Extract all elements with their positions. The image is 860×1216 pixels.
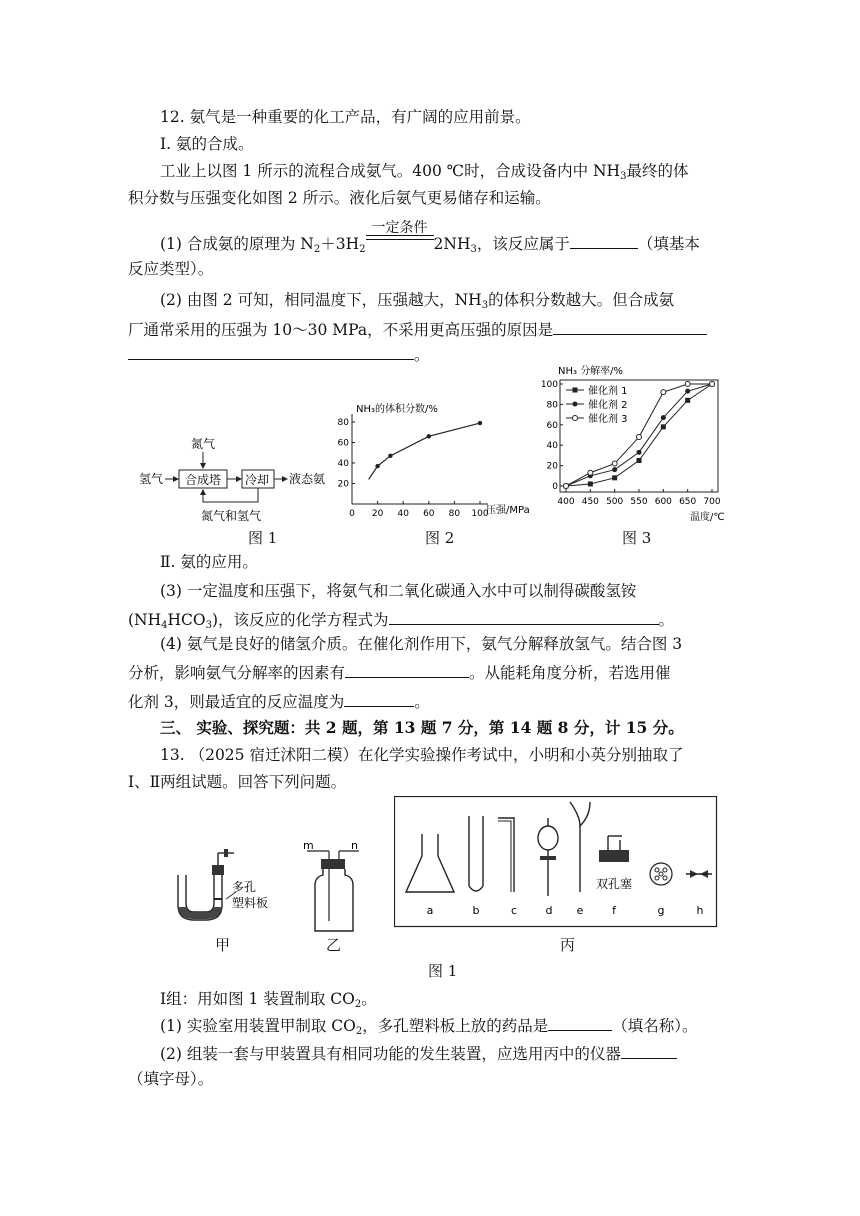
fig3-point-square bbox=[612, 475, 617, 480]
fig3-ytick-label: 60 bbox=[546, 420, 558, 431]
fig3-point-filled bbox=[661, 415, 666, 420]
fig2-data-point bbox=[478, 421, 482, 425]
fig3-legend-label: 催化剂 2 bbox=[588, 400, 628, 411]
label-recycle-gas: 氮气和氢气 bbox=[201, 509, 262, 523]
apparatus-letter-b: b bbox=[472, 904, 480, 917]
apparatus-letter-e: e bbox=[576, 904, 584, 917]
fig2-data-point bbox=[375, 464, 379, 468]
fig3-point-square bbox=[685, 398, 690, 403]
fig2-xtick-label: 20 bbox=[371, 509, 384, 519]
q12-q2-line2: 厂通常采用的压强为 10～30 MPa，不采用更高压强的原因是 bbox=[128, 318, 707, 341]
svg-text:冷却: 冷却 bbox=[245, 473, 270, 487]
q12-q4-line1: (4) 氨气是良好的储氢介质。在催化剂作用下，氨气分解释放氢气。结合图 3 bbox=[160, 635, 683, 653]
label-nitrogen: 氮气 bbox=[191, 437, 216, 451]
q13-q1: (1) 实验室用装置甲制取 $CO_2$，多孔塑料板上放的药品是 （填名称）。 bbox=[160, 1014, 698, 1037]
fig2-ytick-label: 60 bbox=[337, 438, 349, 449]
svg-text:m: m bbox=[303, 839, 314, 852]
fig3-point-open bbox=[685, 382, 690, 387]
q12-q1-line2: 反应类型）。 bbox=[128, 260, 214, 278]
fig3-point-filled bbox=[612, 467, 617, 472]
q12-q2-line3: 。 bbox=[128, 343, 430, 366]
apparatus-bing bbox=[394, 796, 718, 928]
fig3-xtick-label: 500 bbox=[606, 497, 624, 507]
fig3-point-open bbox=[588, 470, 593, 475]
section3-heading: 三、 实验、探究题：共 2 题，第 13 题 7 分，第 14 题 8 分，计 15 分。 bbox=[160, 718, 684, 737]
figure1-flow bbox=[135, 430, 345, 525]
answer-blank-q3[interactable] bbox=[389, 608, 659, 625]
fig2-ytick-label: 40 bbox=[337, 459, 349, 469]
q12-q4-line2: 分析，影响氨气分解率的因素有 。从能耗角度分析，若选用催 bbox=[128, 661, 671, 684]
apparatus-letter-a: a bbox=[426, 904, 434, 917]
figure2-caption: 图 2 bbox=[425, 529, 455, 547]
fig3-point-square bbox=[588, 481, 593, 486]
fig3-ytick-label: 80 bbox=[546, 400, 558, 411]
test-tube-icon bbox=[469, 816, 483, 891]
q12-stem: 12. 氨气是一种重要的化工产品，有广阔的应用前景。 bbox=[160, 108, 531, 126]
fig3-xtick-label: 650 bbox=[679, 497, 697, 507]
fig3-point-filled bbox=[637, 450, 642, 455]
separatory-funnel-icon bbox=[538, 818, 558, 896]
answer-blank-q2a[interactable] bbox=[553, 318, 707, 335]
label-hydrogen: 氢气 bbox=[139, 472, 164, 486]
q12-q3-line2: $(NH_4HCO_3)$，该反应的化学方程式为 。 bbox=[128, 608, 674, 631]
fig3-ytick-label: 40 bbox=[546, 441, 558, 452]
fig2-data-point bbox=[388, 454, 392, 458]
fig3-legend-label: 催化剂 3 bbox=[588, 414, 628, 425]
answer-blank-q1[interactable] bbox=[570, 232, 638, 249]
figure3-chart bbox=[536, 362, 736, 522]
answer-blank-q13-1[interactable] bbox=[548, 1014, 612, 1031]
fig3-point-square bbox=[661, 424, 666, 429]
porous-plate-label-1: 多孔 bbox=[232, 880, 257, 894]
fig3-xtick-label: 600 bbox=[654, 497, 672, 507]
fig2-xlabel: 压强/MPa bbox=[486, 505, 530, 516]
q12-q2-line1: (2) 由图 2 可知，相同温度下，压强越大，$NH_3$的体积分数越大。但合成氨 bbox=[160, 291, 675, 311]
svg-text:合成塔: 合成塔 bbox=[185, 473, 222, 487]
fig3-point-open bbox=[637, 435, 642, 440]
label-jia: 甲 bbox=[215, 936, 231, 954]
fig2-xtick-label: 100 bbox=[471, 509, 489, 519]
q13-group1: Ⅰ组：用如图 1 装置制取 $CO_2$。 bbox=[160, 990, 377, 1010]
apparatus-letter-f: f bbox=[612, 904, 616, 917]
fig2-xtick-label: 80 bbox=[448, 509, 461, 519]
q12-q3-line1: (3) 一定温度和压强下，将氨气和二氧化碳通入水中可以制得碳酸氢铵 bbox=[160, 582, 637, 600]
answer-blank-q4b[interactable] bbox=[344, 690, 414, 707]
conical-flask-icon bbox=[406, 834, 454, 892]
apparatus-letter-g: g bbox=[657, 904, 665, 917]
apparatus-letter-c: c bbox=[510, 904, 518, 917]
fig2-xtick-label: 0 bbox=[349, 509, 355, 519]
q13-line1: 13. （2025 宿迁沭阳二模）在化学实验操作考试中，小明和小英分别抽取了 bbox=[160, 746, 684, 764]
fig3-xtick-label: 550 bbox=[630, 497, 648, 507]
fig2-xtick-label: 40 bbox=[397, 509, 409, 519]
figure2-chart bbox=[330, 400, 540, 525]
q13-line2: Ⅰ、Ⅱ两组试题。回答下列问题。 bbox=[128, 773, 347, 791]
apparatus-letter-d: d bbox=[545, 904, 553, 917]
apparatus-yi bbox=[295, 835, 375, 935]
part1-heading: Ⅰ. 氨的合成。 bbox=[160, 135, 254, 153]
bent-tube-icon bbox=[498, 818, 514, 892]
long-neck-funnel-icon bbox=[570, 802, 590, 892]
answer-blank-q4a[interactable] bbox=[345, 661, 469, 678]
fig3-ytick-label: 0 bbox=[552, 482, 558, 492]
label-liquid-ammonia: 液态氨 bbox=[289, 472, 326, 486]
q13-figure1-caption: 图 1 bbox=[428, 962, 458, 980]
q13-q2: (2) 组装一套与甲装置具有相同功能的发生装置，应选用丙中的仪器 bbox=[160, 1042, 677, 1065]
q12-intro-line1: 工业上以图 1 所示的流程合成氨气。400 ℃时，合成设备内中 $NH_3$最终的体 bbox=[160, 162, 689, 182]
fig3-xtick-label: 450 bbox=[581, 497, 599, 507]
fig3-ytick-label: 20 bbox=[546, 461, 558, 472]
label-yi: 乙 bbox=[326, 936, 342, 954]
reaction-condition-arrow: 一定条件 bbox=[366, 229, 434, 249]
fig3-point-open bbox=[612, 461, 617, 466]
fig3-point-open bbox=[564, 484, 569, 489]
figure3-caption: 图 3 bbox=[622, 529, 652, 547]
fig3-point-filled bbox=[685, 389, 690, 394]
q13-q2-line2: （填字母）。 bbox=[128, 1070, 214, 1088]
fig3-legend-marker bbox=[573, 416, 578, 421]
fig2-series-line bbox=[369, 423, 480, 479]
fig3-xtick-label: 400 bbox=[557, 497, 575, 507]
fig3-point-square bbox=[637, 458, 642, 463]
fig3-xlabel: 温度/℃ bbox=[690, 512, 725, 522]
figure1-caption: 图 1 bbox=[248, 529, 278, 547]
svg-text:n: n bbox=[351, 839, 358, 852]
fig2-data-point bbox=[427, 434, 431, 438]
apparatus-jia bbox=[170, 845, 280, 945]
q12-intro-line2: 积分数与压强变化如图 2 所示。液化后氨气更易储存和运输。 bbox=[128, 189, 551, 207]
fig2-ytick-label: 20 bbox=[337, 479, 349, 490]
fig3-legend-marker bbox=[573, 402, 578, 407]
fig2-ylabel: NH₃的体积分数/% bbox=[356, 404, 438, 415]
q12-q1: (1) 合成氨的原理为 $N_2+3H_2$ 一定条件 $2NH_3$，该反应属于 （填基本 bbox=[160, 220, 700, 255]
apparatus-letter-h: h bbox=[696, 904, 704, 917]
fig3-legend-marker bbox=[573, 388, 578, 393]
two-hole-stopper-icon bbox=[599, 836, 629, 862]
fig3-point-open bbox=[710, 382, 715, 387]
porous-plate-icon bbox=[650, 863, 672, 885]
fig3-ylabel: NH₃ 分解率/% bbox=[558, 366, 624, 377]
fig2-xtick-label: 60 bbox=[423, 509, 435, 519]
stopper-label: 双孔塞 bbox=[596, 877, 633, 891]
pinch-clamp-icon bbox=[686, 870, 712, 878]
fig3-ytick-label: 100 bbox=[540, 380, 558, 390]
fig3-legend-label: 催化剂 1 bbox=[588, 386, 628, 397]
porous-plate-label-2: 塑料板 bbox=[232, 896, 269, 910]
fig3-xtick-label: 700 bbox=[703, 497, 721, 507]
q12-q4-line3: 化剂 3，则最适宜的反应温度为 。 bbox=[128, 690, 430, 713]
fig3-point-open bbox=[661, 390, 666, 395]
answer-blank-q13-2[interactable] bbox=[621, 1042, 677, 1059]
part2-heading: Ⅱ. 氨的应用。 bbox=[160, 553, 258, 571]
fig2-ytick-label: 80 bbox=[337, 418, 349, 428]
label-bing: 丙 bbox=[560, 936, 576, 954]
answer-blank-q2b[interactable] bbox=[128, 343, 414, 360]
